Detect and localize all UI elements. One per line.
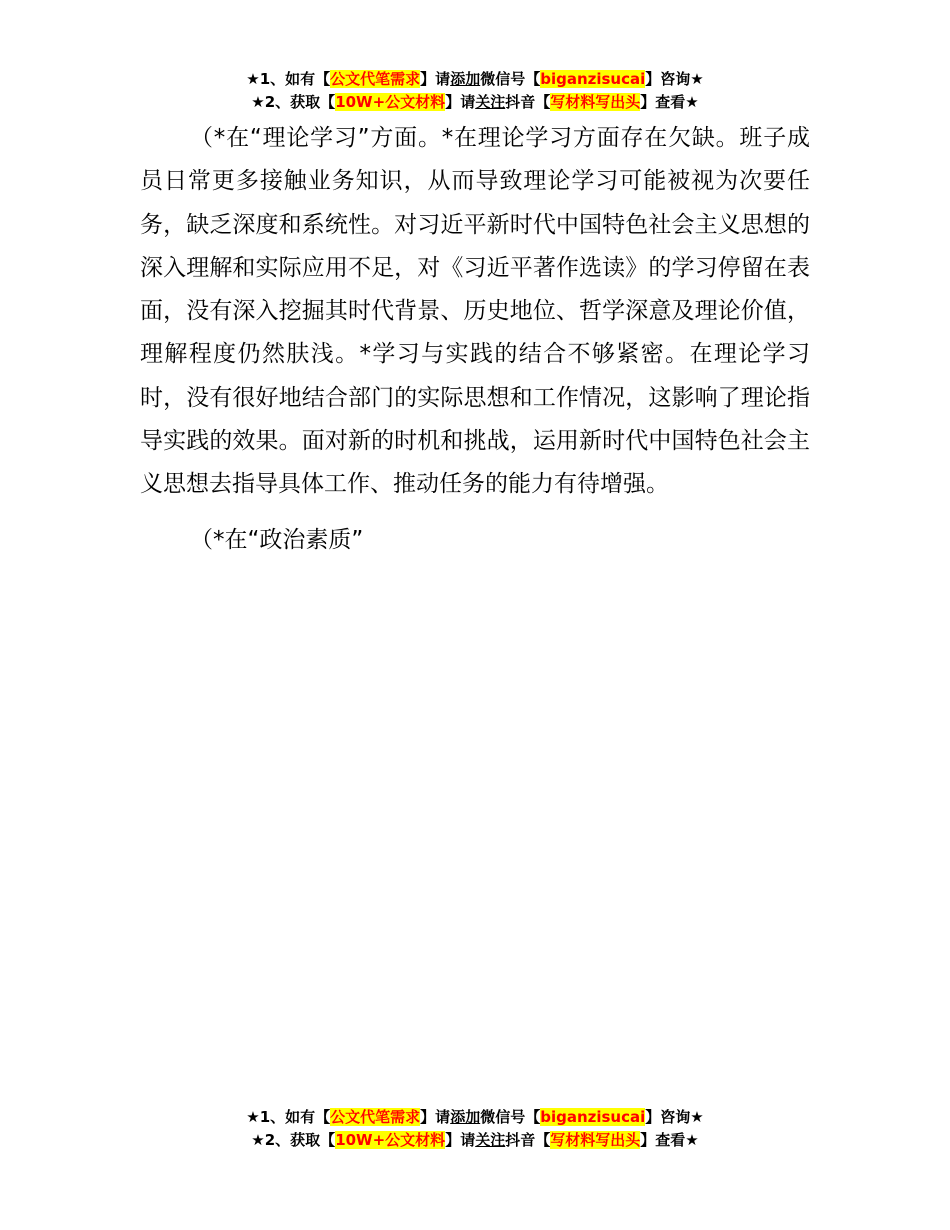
banner-text: 】请 (420, 70, 451, 88)
paragraph-theory-study: （*在“理论学习”方面。*在理论学习方面存在欠缺。班子成员日常更多接触业务知识，从而导致理论学习可能被视为次要任务，缺乏深度和系统性。对习近平新时代中国特色社会主义思想的深入理解和实际应用不足，对《习近平著作选读》的学习停留在表面，没有深入挖掘其时代背景、历史地位、哲学深意及理论价值，理解程度仍然肤浅。*学习与实践的结合不够紧密。在理论学习时，没有很好地结合部门的实际思想和工作情况，这影响了理论指导实践的效果。面对新的时机和挑战，运用新时代中国特色社会主义思想去指导具体工作、推动任务的能力有待增强。 (140, 125, 810, 498)
banner-text: 】查看★ (640, 1131, 699, 1149)
footer-banner (0, 1106, 950, 1152)
highlight-materials: 10W+公文材料 (335, 93, 446, 111)
banner-text: 】咨询★ (645, 1108, 704, 1126)
paragraph-political-quality: （*在“政治素质” (190, 526, 364, 553)
highlight-materials: 10W+公文材料 (335, 1131, 446, 1149)
header-banner (0, 68, 950, 114)
highlight-douyin-account: 写材料写出头 (550, 1131, 641, 1149)
banner-text: 】请 (445, 1131, 476, 1149)
banner-line-2 (0, 91, 950, 114)
highlight-wechat-id: biganzisucai (540, 1108, 646, 1126)
banner-text: 】请 (420, 1108, 451, 1126)
banner-text: ★1、如有【 (246, 70, 331, 88)
highlight-ghostwriting: 公文代笔需求 (330, 1108, 421, 1126)
banner-line-2 (0, 1129, 950, 1152)
underlined-follow: 关注 (475, 1131, 506, 1149)
banner-text: 抖音【 (505, 1131, 551, 1149)
banner-text: 】请 (445, 93, 476, 111)
underlined-add: 添加 (450, 70, 481, 88)
banner-text: 抖音【 (505, 93, 551, 111)
banner-text: 微信号【 (480, 1108, 541, 1126)
banner-line-1 (0, 68, 950, 91)
banner-text: ★2、获取【 (251, 93, 336, 111)
highlight-ghostwriting: 公文代笔需求 (330, 70, 421, 88)
banner-text: 微信号【 (480, 70, 541, 88)
underlined-add: 添加 (450, 1108, 481, 1126)
document-body (140, 117, 810, 562)
highlight-wechat-id: biganzisucai (540, 70, 646, 88)
highlight-douyin-account: 写材料写出头 (550, 93, 641, 111)
underlined-follow: 关注 (475, 93, 506, 111)
banner-line-1 (0, 1106, 950, 1129)
banner-text: ★1、如有【 (246, 1108, 331, 1126)
banner-text: ★2、获取【 (251, 1131, 336, 1149)
banner-text: 】咨询★ (645, 70, 704, 88)
banner-text: 】查看★ (640, 93, 699, 111)
